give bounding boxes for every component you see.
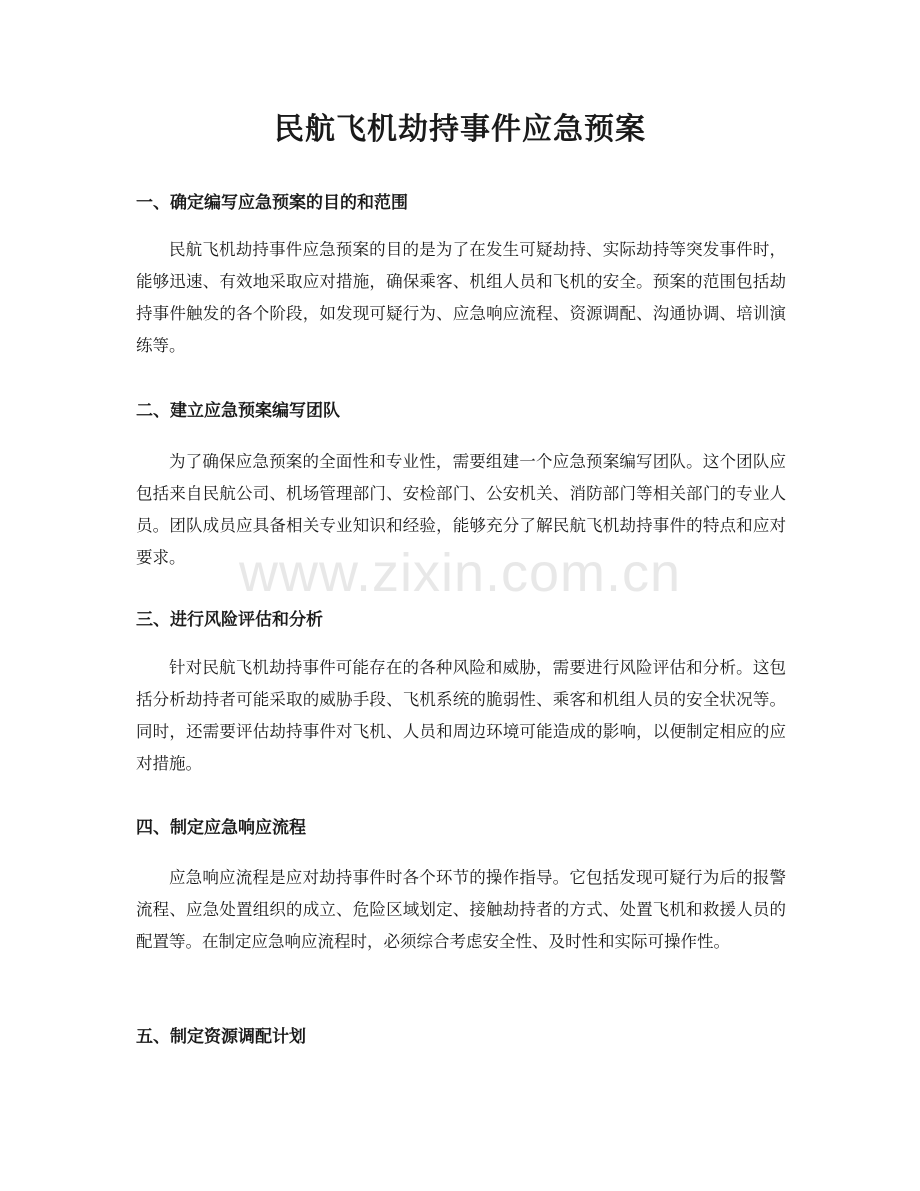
document-title: 民航飞机劫持事件应急预案: [274, 112, 646, 147]
section-paragraph-2: 为了确保应急预案的全面性和专业性，需要组建一个应急预案编写团队。这个团队应包括来自民航公司、机场管理部门、安检部门、公安机关、消防部门等相关部门的专业人员。团队成员应具备相关专业知识和经验，能够充分了解民航飞机劫持事件的特点和应对要求。: [136, 452, 786, 567]
section-heading-1: 一、确定编写应急预案的目的和范围: [136, 193, 408, 213]
section-heading-4: 四、制定应急响应流程: [136, 818, 306, 838]
section-paragraph-4: 应急响应流程是应对劫持事件时各个环节的操作指导。它包括发现可疑行为后的报警流程、应急处置组织的成立、危险区域划定、接触劫持者的方式、处置飞机和救援人员的配置等。在制定应急响应流程时，必须综合考虑安全性、及时性和实际可操作性。: [136, 868, 786, 951]
section-paragraph-3: 针对民航飞机劫持事件可能存在的各种风险和威胁，需要进行风险评估和分析。这包括分析劫持者可能采取的威胁手段、飞机系统的脆弱性、乘客和机组人员的安全状况等。同时，还需要评估劫持事件对飞机、人员和周边环境可能造成的影响，以便制定相应的应对措施。: [136, 658, 786, 773]
section-heading-3: 三、进行风险评估和分析: [136, 610, 323, 630]
section-heading-5: 五、制定资源调配计划: [136, 1027, 306, 1047]
section-paragraph-1: 民航飞机劫持事件应急预案的目的是为了在发生可疑劫持、实际劫持等突发事件时，能够迅速、有效地采取应对措施，确保乘客、机组人员和飞机的安全。预案的范围包括劫持事件触发的各个阶段，如发现可疑行为、应急响应流程、资源调配、沟通协调、培训演练等。: [136, 240, 786, 355]
watermark-text: www.zixin.com.cn: [238, 543, 682, 603]
section-heading-2: 二、建立应急预案编写团队: [136, 401, 340, 421]
